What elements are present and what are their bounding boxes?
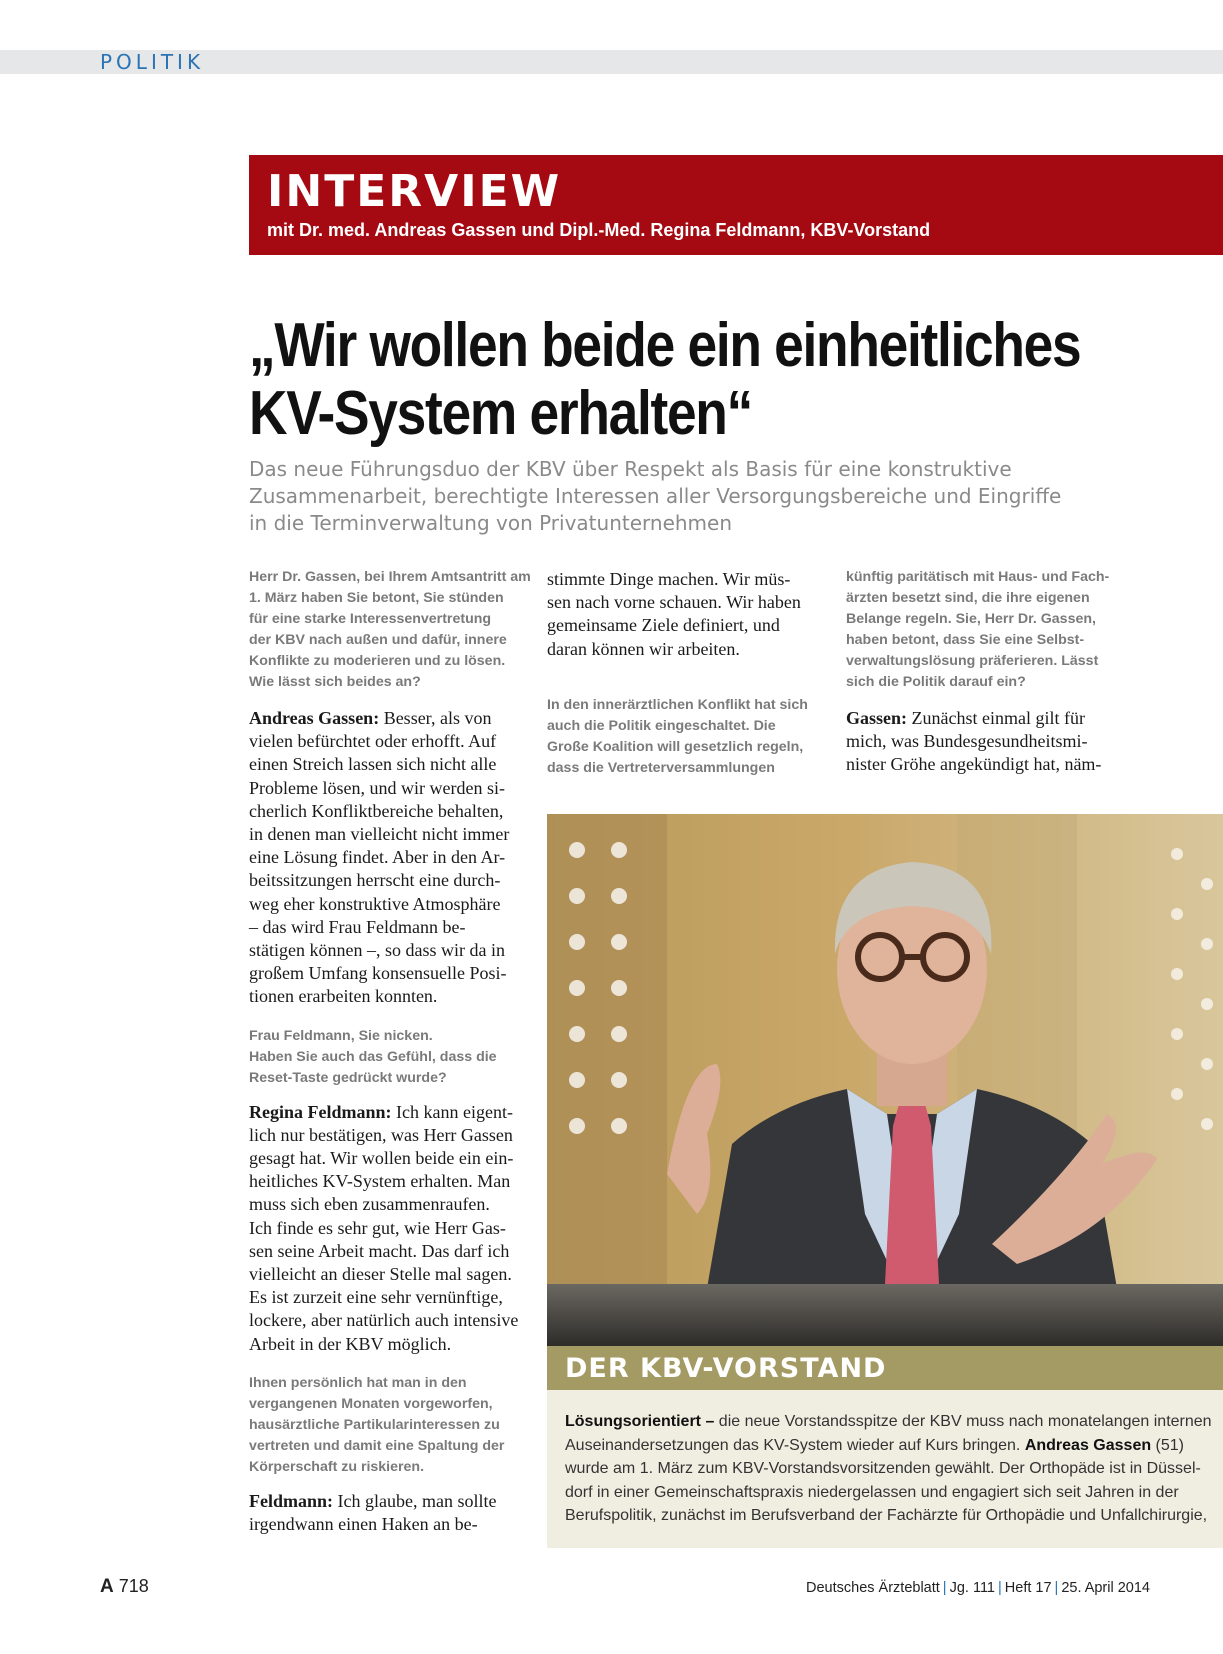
answer-line: vielen befürchtet oder erhofft. Auf bbox=[249, 731, 497, 752]
box-name: Andreas Gassen bbox=[1024, 1436, 1152, 1454]
answer-line: nister Gröhe angekündigt hat, näm- bbox=[846, 754, 1102, 775]
journal-info: Deutsches Ärzteblatt | Jg. 111 | Heft 17 | 25. April 2014 bbox=[806, 1580, 1150, 1596]
question-line: In den innerärztlichen Konflikt hat sich bbox=[547, 696, 808, 713]
question-line: künftig paritätisch mit Haus- und Fach- bbox=[846, 569, 1110, 585]
answer-line: mich, was Bundesgesundheitsmi- bbox=[846, 731, 1088, 752]
answer-line: großem Umfang konsensuelle Posi- bbox=[249, 963, 507, 984]
answer-line: lich nur bestätigen, was Herr Gassen bbox=[249, 1124, 513, 1145]
answer-line: lockere, aber natürlich auch intensive bbox=[249, 1310, 519, 1331]
answer-line: gemeinsame Ziele definiert, und bbox=[547, 615, 780, 636]
section-label: POLITIK bbox=[100, 50, 205, 74]
page-number-value: 718 bbox=[118, 1576, 149, 1596]
deck-line: Das neue Führungsduo der KBV über Respekt als Basis für eine konstruktive bbox=[249, 457, 1012, 481]
answer-line: einen Streich lassen sich nicht alle bbox=[249, 754, 497, 775]
speaker-name: Andreas Gassen: bbox=[249, 708, 380, 728]
journal-date: 25. April 2014 bbox=[1061, 1580, 1150, 1596]
answer-line bbox=[249, 1101, 519, 1124]
box-text: die neue Vorstandsspitze der KBV muss nach monatelangen internen bbox=[714, 1413, 1212, 1430]
question-line: dass die Vertreterversammlungen bbox=[547, 759, 775, 776]
question-line: Wie lässt sich beides an? bbox=[249, 674, 421, 690]
question-line: ärzten besetzt sind, die ihre eigenen bbox=[846, 590, 1090, 606]
answer-line: cherlich Konfliktbereiche behalten, bbox=[249, 800, 504, 821]
banner-title: INTERVIEW bbox=[267, 166, 562, 217]
question-line: Haben Sie auch das Gefühl, dass die bbox=[249, 1048, 497, 1065]
column-3 bbox=[846, 567, 1122, 777]
answer-line bbox=[846, 707, 1122, 730]
deck-line: in die Terminverwaltung von Privatunternehmen bbox=[249, 511, 733, 535]
question-line: Herr Dr. Gassen, bei Ihrem Amtsantritt am bbox=[249, 569, 531, 585]
question-1 bbox=[249, 567, 531, 693]
question-line: Reset-Taste gedrückt wurde? bbox=[249, 1069, 447, 1086]
portrait-photo bbox=[547, 814, 1223, 1346]
deck-line: Zusammenarbeit, berechtigte Interessen aller Versorgungsbereiche und Eingriffe bbox=[249, 484, 1062, 508]
answer-line: stätigen können –, so dass wir da in bbox=[249, 940, 505, 961]
question-line: vergangenen Monaten vorgeworfen, bbox=[249, 1395, 493, 1412]
question-line: Belange regeln. Sie, Herr Dr. Gassen, bbox=[846, 611, 1096, 627]
question-2 bbox=[249, 1026, 519, 1089]
interview-banner bbox=[249, 155, 1223, 255]
answer-line: sen nach vorne schauen. Wir haben bbox=[547, 592, 801, 613]
journal-issue: Heft 17 bbox=[1004, 1580, 1052, 1596]
answer-line: tionen erarbeiten konnten. bbox=[249, 986, 438, 1007]
box-line bbox=[565, 1410, 1212, 1434]
answer-line: heitliches KV-System erhalten. Man bbox=[249, 1171, 511, 1192]
question-4 bbox=[547, 695, 819, 779]
question-line: Ihnen persönlich hat man in den bbox=[249, 1374, 467, 1391]
speaker-name: Feldmann: bbox=[249, 1490, 334, 1511]
box-line: dorf in einer Gemeinschaftspraxis niedergelassen und engagiert sich seit Jahren in der bbox=[565, 1483, 1179, 1501]
page-number bbox=[100, 1576, 149, 1598]
box-title: DER KBV-VORSTAND bbox=[547, 1346, 1223, 1390]
answer-line: beitssitzungen herrscht eine durch- bbox=[249, 870, 501, 891]
answer-text: Besser, als von bbox=[383, 708, 492, 728]
box-lead: Lösungsorientiert – bbox=[565, 1413, 715, 1430]
question-line: Konflikte zu moderieren und zu lösen. bbox=[249, 653, 506, 669]
journal-volume: Jg. 111 bbox=[949, 1580, 995, 1596]
answer-line: Arbeit in der KBV möglich. bbox=[249, 1333, 452, 1354]
answer-3 bbox=[249, 1490, 519, 1536]
question-line: Frau Feldmann, Sie nicken. bbox=[249, 1027, 433, 1044]
deck bbox=[249, 456, 1129, 537]
box-text: (51) bbox=[1151, 1436, 1185, 1454]
banner-subtitle: mit Dr. med. Andreas Gassen und Dipl.-Med. Regina Feldmann, KBV-Vorstand bbox=[267, 220, 931, 240]
speaker-name: Gassen: bbox=[846, 708, 908, 728]
question-line: vertreten und damit eine Spaltung der bbox=[249, 1437, 505, 1454]
answer-line: daran können wir arbeiten. bbox=[547, 638, 740, 659]
speaker-name: Regina Feldmann: bbox=[249, 1101, 392, 1122]
answer-line: – das wird Frau Feldmann be- bbox=[249, 916, 466, 937]
question-line: 1. März haben Sie betont, Sie stünden bbox=[249, 590, 504, 606]
question-line: hausärztliche Partikularinteressen zu bbox=[249, 1416, 500, 1433]
answer-text: Ich kann eigent- bbox=[396, 1101, 513, 1122]
question-line: sich die Politik darauf ein? bbox=[846, 674, 1026, 690]
answer-text: Zunächst einmal gilt für bbox=[911, 708, 1085, 728]
question-line: haben betont, dass Sie eine Selbst- bbox=[846, 632, 1085, 648]
answer-2 bbox=[249, 1101, 519, 1356]
column-2 bbox=[547, 568, 819, 779]
answer-line bbox=[249, 1490, 519, 1513]
answer-line: Probleme lösen, und wir werden si- bbox=[249, 777, 505, 798]
answer-text: Ich glaube, man sollte bbox=[337, 1490, 497, 1511]
answer-line: vielleicht an dieser Stelle mal sagen. bbox=[249, 1264, 512, 1285]
question-line: verwaltungslösung präferieren. Lässt bbox=[846, 653, 1099, 669]
answer-line: muss sich eben zusammenraufen. bbox=[249, 1194, 490, 1215]
question-line: für eine starke Interessenvertretung bbox=[249, 611, 492, 627]
box-line: Berufspolitik, zunächst im Berufsverband der Fachärzte für Orthopädie und Unfallchirurgie, bbox=[565, 1507, 1208, 1524]
answer-line: gesagt hat. Wir wollen beide ein ein- bbox=[249, 1148, 514, 1169]
answer-line: eine Lösung findet. Aber in den Ar- bbox=[249, 847, 506, 868]
page-letter: A bbox=[100, 1576, 114, 1597]
column-1 bbox=[249, 567, 531, 1536]
answer-line: sen seine Arbeit macht. Das darf ich bbox=[249, 1240, 510, 1261]
answer-line: in denen man vielleicht nicht immer bbox=[249, 824, 510, 845]
question-3 bbox=[249, 1373, 519, 1478]
question-line: Körperschaft zu riskieren. bbox=[249, 1458, 425, 1475]
answer-line: stimmte Dinge machen. Wir müs- bbox=[547, 569, 791, 589]
box-line: wurde am 1. März zum KBV-Vorstandsvorsitzenden gewählt. Der Orthopäde ist in Düssel- bbox=[565, 1460, 1201, 1477]
box-text: Auseinandersetzungen das KV-System wieder auf Kurs bringen. bbox=[565, 1436, 1025, 1454]
answer-line: irgendwann einen Haken an be- bbox=[249, 1514, 478, 1535]
answer-4 bbox=[846, 707, 1122, 777]
headline-line: „Wir wollen beide ein einheitliches bbox=[249, 311, 1081, 380]
question-line: auch die Politik eingeschaltet. Die bbox=[547, 717, 776, 734]
box-line bbox=[565, 1434, 1205, 1458]
answer-continued bbox=[547, 568, 819, 661]
box-body bbox=[547, 1390, 1223, 1548]
journal-name: Deutsches Ärzteblatt bbox=[806, 1580, 940, 1596]
answer-line bbox=[249, 707, 519, 730]
headline-line: KV-System erhalten“ bbox=[249, 379, 752, 448]
answer-line: Ich finde es sehr gut, wie Herr Gas- bbox=[249, 1217, 506, 1238]
answer-line: Es ist zurzeit eine sehr vernünftige, bbox=[249, 1287, 503, 1308]
question-line: Große Koalition will gesetzlich regeln, bbox=[547, 738, 804, 755]
question-4-continued bbox=[846, 567, 1122, 693]
answer-line: weg eher konstruktive Atmosphäre bbox=[249, 893, 501, 914]
question-line: der KBV nach außen und dafür, innere bbox=[249, 632, 507, 648]
answer-1 bbox=[249, 707, 519, 1009]
headline bbox=[249, 311, 1081, 448]
